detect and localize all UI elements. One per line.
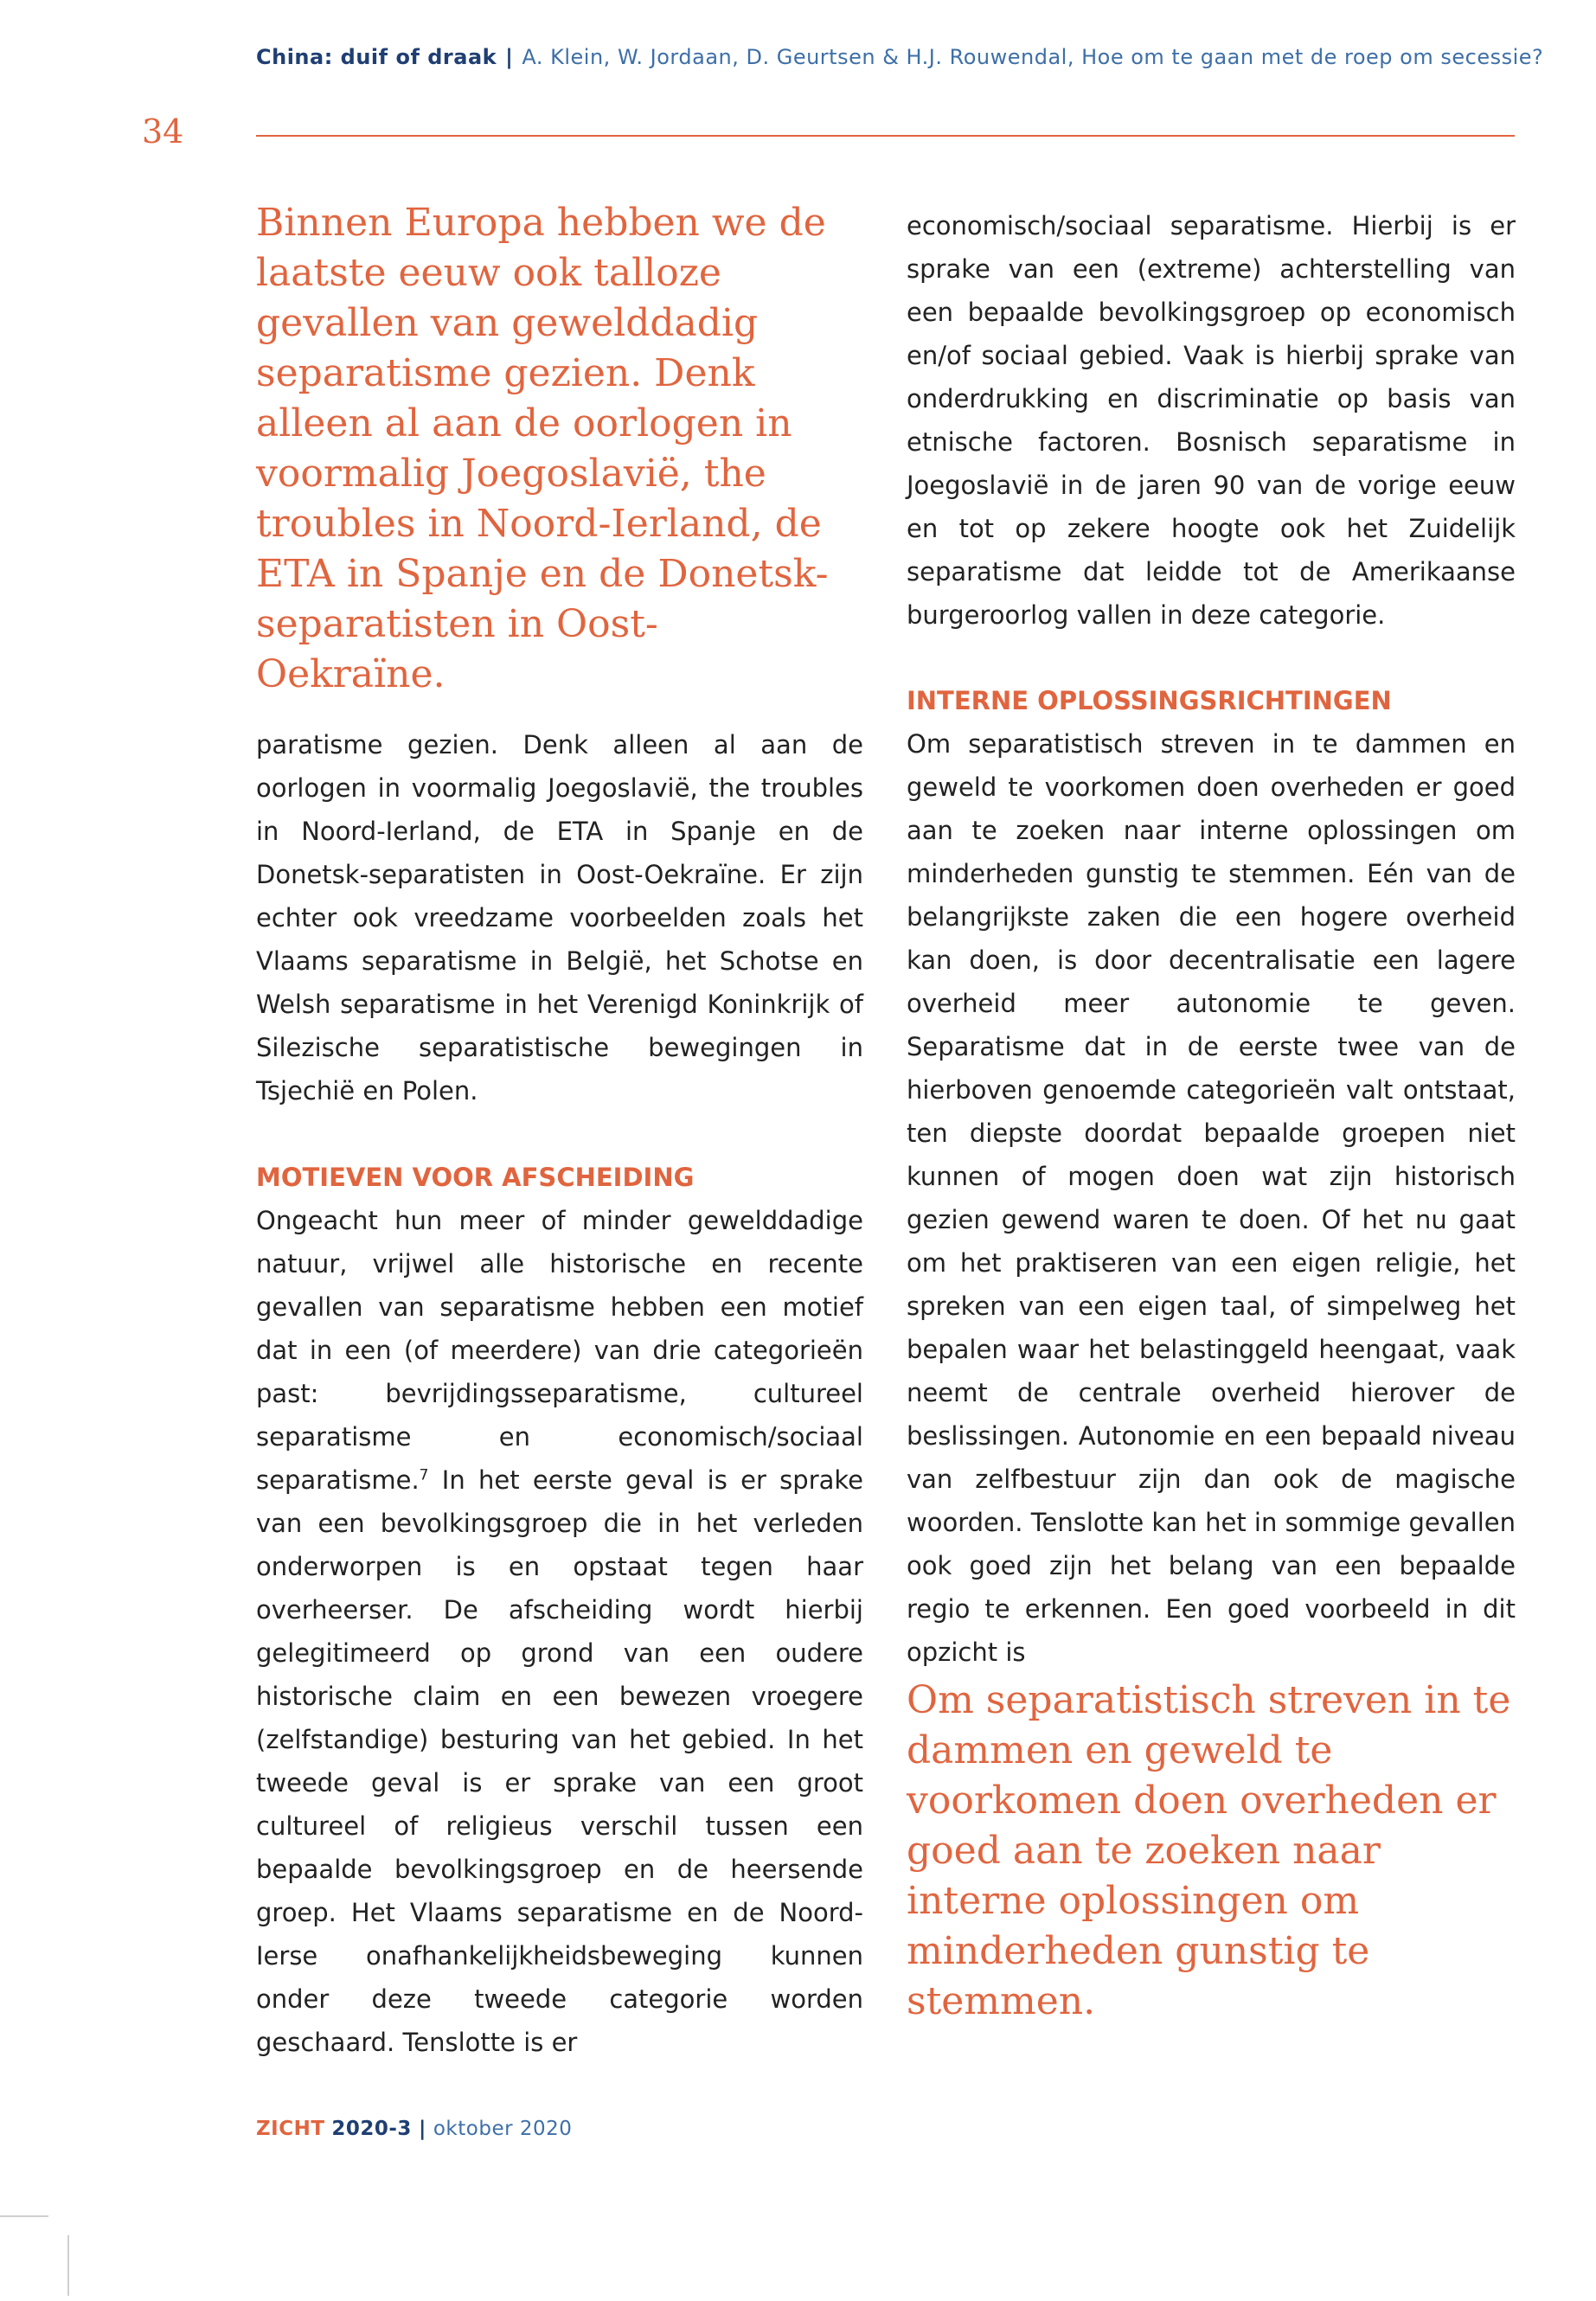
- body-paragraph: Om separatistisch streven in te dammen en geweld te voorkomen doen overheden er goed aan te zoeken naar interne oplossingen om minderheden gunstig te stemmen. Eén van de belangrijkste zaken die een hogere overheid kan doen, is door decentralisatie een lagere overheid meer autonomie te geven. Separatisme dat in de eerste twee van de hierboven genoemde categorieën valt ontstaat, ten diepste doordat bepaalde groepen niet kunnen of mogen doen wat zijn historisch gezien gewend waren te doen. Of het nu gaat om het praktiseren van een eigen religie, het spreken van een eigen taal, of simpelweg het bepalen waar het belastinggeld heengaat, vaak neemt de centrale overheid hierover de beslissingen. Autonomie en een bepaald niveau van zelfbestuur zijn dan ook de magische woorden. Tenslotte kan het in sommige gevallen ook goed zijn het belang van een bepaalde regio te erkennen. Een goed voorbeeld in dit opzicht is: [907, 729, 1516, 1667]
- right-column-top: [907, 204, 1516, 637]
- section-heading-interne: INTERNE OPLOSSINGSRICHTINGEN: [907, 686, 1392, 715]
- section-title: China: duif of draak: [256, 45, 497, 69]
- left-column: [256, 723, 863, 2064]
- issue-number: 2020-3: [331, 2118, 412, 2140]
- crop-mark-vertical: [67, 2235, 69, 2296]
- magazine-name: ZICHT: [256, 2118, 325, 2140]
- section-heading-motieven: MOTIEVEN VOOR AFSCHEIDING: [256, 1163, 695, 1192]
- body-text: In het eerste geval is er sprake van een bevolkingsgroep die in het verleden onderworpen is en opstaat tegen haar overheerser. De afscheiding wordt hierbij gelegitimeerd op grond van een oudere historische claim en een bewezen vroegere (zelfstandige) besturing van het gebied. In het tweede geval is er sprake van een groot cultureel of religieus verschil tussen een bepaalde bevolkingsgroep en de heersende groep. Het Vlaams separatisme en de Noord-Ierse onafhankelijkheidsbeweging kunnen onder deze tweede categorie worden geschaard. Tenslotte is er: [256, 1465, 863, 2057]
- crop-mark-horizontal: [0, 2215, 48, 2217]
- header-separator: |: [505, 45, 514, 69]
- article-authors-title: A. Klein, W. Jordaan, D. Geurtsen & H.J. Rouwendal, Hoe om te gaan met de roep om secessie?: [522, 45, 1544, 69]
- issue-date: oktober 2020: [433, 2118, 573, 2140]
- page-footer: [256, 2118, 572, 2140]
- footer-separator: |: [418, 2118, 426, 2140]
- running-head: [256, 45, 1544, 69]
- page-number: 34: [142, 112, 184, 151]
- pullquote-bottom: Om separatistisch streven in te dammen en geweld te voorkomen doen overheden er goed aan te zoeken naar interne oplossingen om minderheden gunstig te stemmen.: [907, 1678, 1511, 2023]
- pullquote-top: Binnen Europa hebben we de laatste eeuw ook talloze gevallen van gewelddadig separatisme gezien. Denk alleen al aan de oorlogen in voormalig Joegoslavië, the troubles in Noord-Ierland, de ETA in Spanje en de Donetsk-separatisten in Oost-Oekraïne.: [256, 201, 829, 696]
- body-text: Ongeacht hun meer of minder gewelddadige natuur, vrijwel alle historische en recente gevallen van separatisme hebben een motief dat in een (of meerdere) van drie categorieën past: bevrijdingsseparatisme, cultureel separatisme en economisch/sociaal separatisme.: [256, 1206, 863, 1495]
- body-paragraph: [256, 1199, 863, 2064]
- header-rule: [256, 135, 1515, 137]
- body-paragraph: paratisme gezien. Denk alleen al aan de oorlogen in voormalig Joegoslavië, the troubles in Noord-Ierland, de ETA in Spanje en de Donetsk-separatisten in Oost-Oekraïne. Er zijn echter ook vreedzame voorbeelden zoals het Vlaams separatisme in België, het Schotse en Welsh separatisme in het Verenigd Koninkrijk of Silezische separatistische bewegingen in Tsjechië en Polen.: [256, 730, 863, 1106]
- body-paragraph: economisch/sociaal separatisme. Hierbij is er sprake van een (extreme) achterstelling van een bepaalde bevolkingsgroep op economisch en/of sociaal gebied. Vaak is hierbij sprake van onderdrukking en discriminatie op basis van etnische factoren. Bosnisch separatisme in Joegoslavië in de jaren 90 van de vorige eeuw en tot op zekere hoogte ook het Zuidelijk separatisme dat leidde tot de Amerikaanse burgeroorlog vallen in deze categorie.: [907, 211, 1516, 630]
- paragraph-gap: [256, 1112, 863, 1156]
- right-column-bottom: [907, 679, 1516, 1674]
- footnote-reference: 7: [419, 1466, 429, 1484]
